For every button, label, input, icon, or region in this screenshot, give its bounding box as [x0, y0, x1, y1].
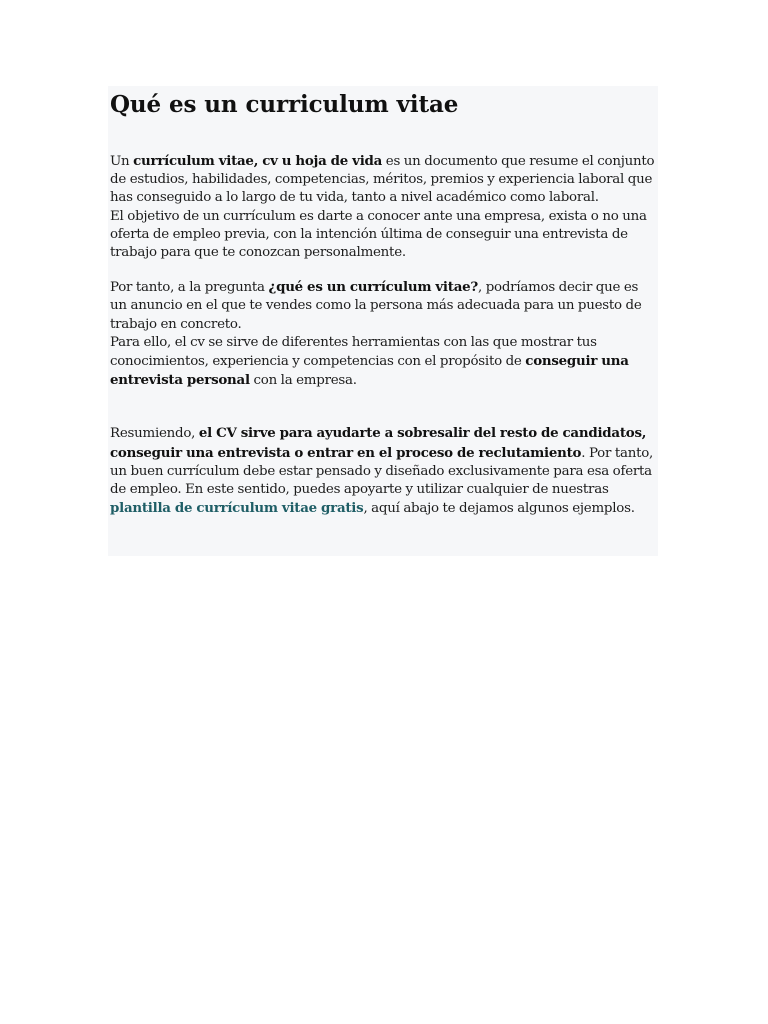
text-run: con la empresa. [249, 373, 357, 389]
paragraph-definition [110, 152, 658, 208]
paragraph-objective [110, 208, 658, 263]
text-run: El objetivo de un currículum es darte a conocer ante una empresa, exista o no una oferta de empleo previa, con la intención última de conseguir una entrevista de trabajo para que te conozcan personalmente. [110, 208, 647, 261]
text-run: , podríamos decir que es un anuncio en el que te vendes como la persona más adecuada para un puesto de trabajo en concreto. [110, 280, 642, 332]
text-run: Para ello, el cv se sirve de diferentes herramientas con las que mostrar tus conocimientos, experiencia y competencias con el propósito de [110, 334, 597, 370]
bold-text: el CV sirve para ayudarte a sobresalir del resto de candidatos, conseguir una entrevista o entrar en el proceso de reclutamiento [110, 425, 647, 461]
bold-text: ¿qué es un currículum vitae? [268, 279, 478, 296]
paragraph-question [110, 278, 658, 334]
bold-text: conseguir una entrevista personal [110, 353, 629, 389]
paragraph-tools [110, 334, 658, 391]
templates-link[interactable]: plantilla de currículum vitae gratis [110, 500, 364, 517]
text-run: . Por tanto, un buen currículum debe estar pensado y diseñado exclusivamente para esa oferta de empleo. En este sentido, puedes apoyarte y utilizar cualquier de nuestras [110, 445, 654, 498]
article-block [108, 86, 658, 556]
text-run: , aquí abajo te dejamos algunos ejemplos. [363, 501, 635, 517]
text-run: Por tanto, a la pregunta [110, 280, 269, 296]
paragraph-summary [110, 424, 658, 518]
text-run: Resumiendo, [110, 426, 199, 442]
text-run: es un documento que resume el conjunto de estudios, habilidades, competencias, méritos, premios y experiencia laboral que has conseguido a lo largo de tu vida, tanto a nivel académico como laboral. [110, 154, 655, 206]
bold-text: currículum vitae, cv u hoja de vida [133, 153, 383, 169]
text-run: Un [110, 154, 134, 169]
page-title: Qué es un curriculum vitae [110, 91, 459, 118]
